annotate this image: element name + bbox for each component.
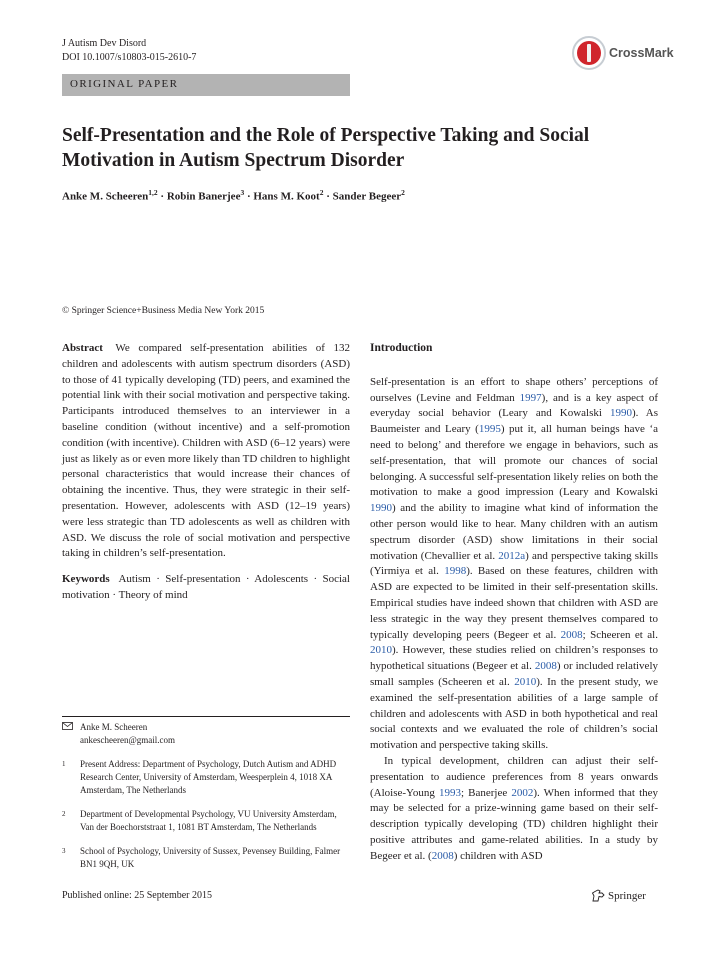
- introduction-paragraph: [370, 754, 658, 865]
- introduction-paragraph: [370, 375, 658, 754]
- keywords-text: Autism · Self-presentation · Adolescents · Social motivation · Theory of mind: [62, 573, 350, 601]
- citation-link[interactable]: 2008: [431, 849, 454, 862]
- author: Sander Begeer: [332, 190, 402, 203]
- affiliation-text: Present Address: Department of Psychology, Dutch Autism and ADHD Research Center, University of Amsterdam, Weesperplein 4, 1018 XA Amsterdam, The Netherlands: [80, 759, 337, 795]
- contact-footnote: [62, 721, 350, 747]
- affiliation-text: School of Psychology, University of Sussex, Pevensey Building, Falmer BN1 9QH, UK: [80, 846, 341, 869]
- paragraph-text: ) and perspective taking skills (Yirmiya et al.: [370, 549, 658, 578]
- author-affiliation: 1,2: [148, 188, 158, 197]
- citation-link[interactable]: 1998: [444, 565, 467, 578]
- paragraph-text: Self-presentation is an effort to shape others’ perceptions of ourselves (Levine and Feldman: [370, 375, 658, 404]
- paper-title: Self-Presentation and the Role of Perspective Taking and Social Motivation in Autism Spectrum Disorder: [62, 125, 590, 171]
- paragraph-text: ) put it, all human beings have ‘a need to belong’ and therefore we engage in behaviors, such as self-presentation, that will promote our chances of social belonging. A successful self-presentation likely relies on both the motivation to make a good impression (Leary and Kowalski: [370, 423, 658, 499]
- article-type-label: ORIGINAL PAPER: [70, 78, 179, 90]
- keywords: [62, 572, 350, 604]
- author: Hans M. Koot: [253, 190, 320, 203]
- doi[interactable]: DOI 10.1007/s10803-015-2610-7: [62, 52, 197, 63]
- affiliation-footnote: [62, 845, 350, 871]
- crossmark-label: CrossMark: [609, 46, 674, 60]
- paragraph-text: ). In the present study, we examined the self-presentation abilities of a large sample of children and adolescents with ASD in both hypothetical and real social contexts and we evaluated the role of children’s social motivation and perspective taking skills.: [370, 675, 659, 752]
- footnote-mark: 3: [62, 847, 66, 855]
- paragraph-text: ) or included relatively small samples (Scheeren et al.: [370, 660, 658, 688]
- citation-link[interactable]: 2008: [560, 628, 583, 641]
- contact-name: Anke M. Scheeren: [80, 722, 148, 732]
- abstract-text: We compared self-presentation abilities of 132 children and adolescents with autism spectrum disorders (ASD) to those of 41 typically developing (TD) peers, and examined the potential link with their social motivation and perspective taking. Participants introduced themselves to an interviewer in a baseline condition (without incentive) and a self-promotion condition (with incentive). Children with ASD (6–12 years) were just as likely as or even more likely than TD children to highlight personal characteristics that would increase their chances of obtaining the incentive. Thus, they were strategic in their self-presentation. However, adolescents with ASD (12–19 years) were less strategic than TD adolescents as well as children with ASD. We discuss the role of social motivation and perspective taking in children’s self-presentation.: [62, 342, 350, 560]
- springer-horse-icon: [591, 889, 605, 902]
- citation-link[interactable]: 2012a: [498, 549, 526, 562]
- citation-link[interactable]: 1997: [519, 391, 542, 404]
- author-separator: ·: [160, 190, 165, 203]
- citation-link[interactable]: 1990: [370, 502, 392, 515]
- affiliation-footnote: [62, 758, 350, 797]
- paragraph-text: ), and is a key aspect of everyday social behavior (Leary and Kowalski: [370, 391, 658, 420]
- paragraph-text: In typical development, children can adjust their self-presentation to audience preferences from 8 years onwards (Aloise-Young: [370, 754, 658, 799]
- journal-header: [62, 37, 196, 65]
- published-date: Published online: 25 September 2015: [62, 890, 212, 901]
- journal-name: J Autism Dev Disord: [62, 38, 147, 49]
- author-affiliation: 2: [319, 188, 324, 197]
- citation-link[interactable]: 2010: [514, 675, 537, 688]
- affiliation-footnote: [62, 808, 350, 834]
- affiliation-text: Department of Developmental Psychology, VU University Amsterdam, Van der Boechorststraat 1, 1081 BT Amsterdam, The Netherlands: [80, 809, 337, 832]
- author: Robin Banerjee: [166, 190, 241, 203]
- author-affiliation: 3: [240, 188, 245, 197]
- publisher-name: Springer: [608, 889, 646, 902]
- paragraph-text: ). As Baumeister and Leary (: [370, 407, 659, 436]
- article-type-banner: [62, 74, 350, 96]
- springer-logo[interactable]: [591, 889, 646, 902]
- citation-link[interactable]: 2008: [534, 660, 557, 673]
- introduction-heading: Introduction: [370, 342, 433, 354]
- author-list: [62, 188, 405, 203]
- paragraph-text: ) and the ability to imagine what kind of information the other person would like to hear. Many children with an autism spectrum disorder (ASD) show limitations in their social motivation (Chevallier et al.: [370, 502, 658, 562]
- abstract: [62, 341, 350, 562]
- abstract-column: [62, 341, 350, 604]
- author: Anke M. Scheeren: [62, 190, 149, 203]
- keywords-label: Keywords: [62, 573, 110, 586]
- citation-link[interactable]: 1995: [478, 423, 501, 436]
- paragraph-text: ) children with ASD: [453, 849, 543, 862]
- paragraph-text: ; Scheeren et al.: [582, 628, 658, 641]
- author-separator: ·: [326, 190, 330, 203]
- footnotes: [62, 716, 350, 882]
- crossmark-icon: [572, 36, 606, 70]
- copyright-notice: © Springer Science+Business Media New York 2015: [62, 306, 265, 316]
- introduction-column: [370, 341, 658, 865]
- footnote-mark: 1: [62, 760, 66, 768]
- crossmark-badge[interactable]: [572, 36, 674, 70]
- citation-link[interactable]: 2002: [511, 786, 534, 799]
- citation-link[interactable]: 2010: [370, 644, 392, 657]
- paragraph-text: ). When informed that they may be selected for a prize-winning game based on their self-description typically developing (TD) children highlight their positive attributes and game-related abilities. In a study by Begeer et al. (: [370, 786, 659, 862]
- citation-link[interactable]: 1990: [609, 407, 632, 420]
- abstract-label: Abstract: [62, 342, 103, 354]
- paragraph-text: ; Banerjee: [461, 786, 512, 799]
- author-separator: ·: [246, 190, 251, 203]
- paragraph-text: ). However, these studies relied on children’s responses to hypothetical situations (Begeer et al.: [370, 644, 658, 673]
- citation-link[interactable]: 1993: [439, 786, 461, 799]
- contact-email[interactable]: ankescheeren@gmail.com: [80, 735, 175, 745]
- paragraph-text: ). Based on these features, children with ASD are expected to be limited in their self-presentation skills. Empirical studies have indeed shown that children with ASD are less strategic in the way they present themselves compared to typically developing peers (Begeer et al.: [370, 565, 659, 641]
- footnote-mark: 2: [62, 810, 66, 818]
- envelope-icon: [62, 721, 80, 747]
- author-affiliation: 2: [401, 188, 405, 197]
